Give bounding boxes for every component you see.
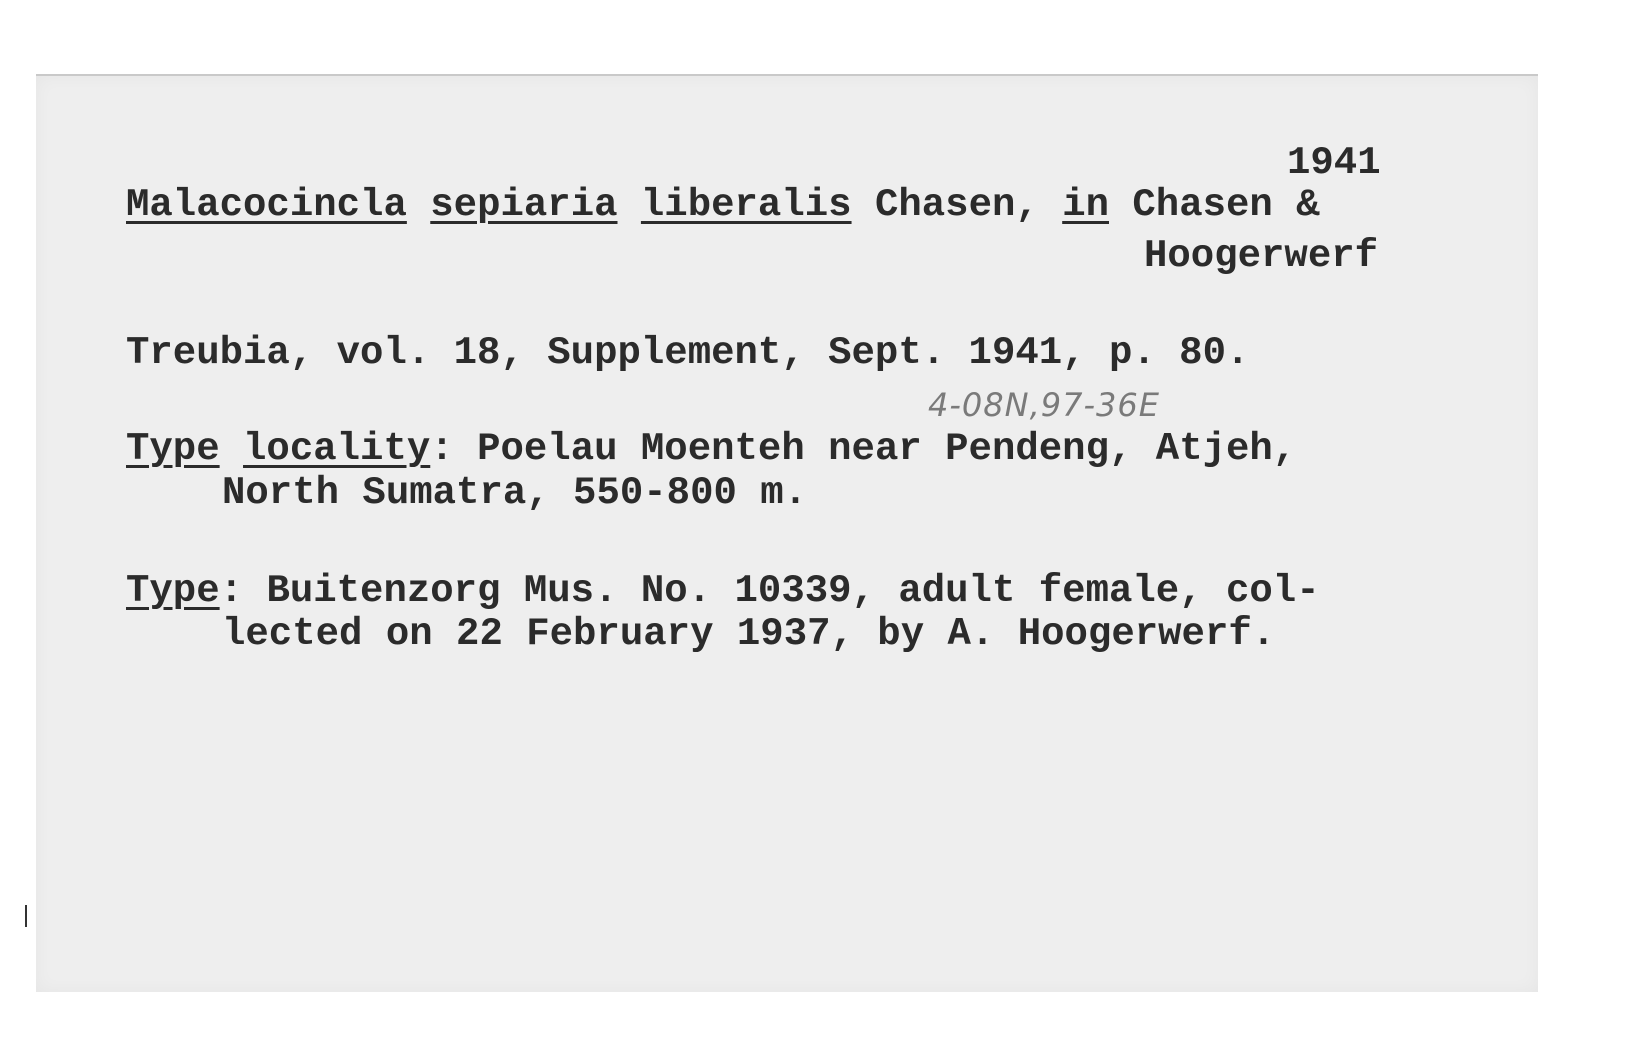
type-locality-place: Poelau Moenteh near Pendeng, Atjeh, bbox=[477, 427, 1297, 471]
co-authors-line-2: Hoogerwerf bbox=[1144, 234, 1379, 278]
genus-name: Malacocincla bbox=[126, 183, 407, 227]
in-word: in bbox=[1062, 183, 1109, 227]
type-specimen: Buitenzorg Mus. No. 10339, adult female, col- bbox=[266, 569, 1320, 613]
type-line-1 bbox=[126, 569, 1320, 613]
type-locality-label-locality: locality bbox=[243, 427, 431, 471]
type-colon: : bbox=[219, 569, 244, 613]
type-locality-line-1 bbox=[126, 427, 1297, 471]
scan-mark bbox=[25, 905, 27, 927]
co-authors-line-1: Chasen & bbox=[1132, 183, 1320, 227]
taxon-title bbox=[126, 183, 1320, 227]
type-line-2: lected on 22 February 1937, by A. Hoogerwerf. bbox=[222, 612, 1276, 656]
type-label: Type bbox=[126, 569, 220, 613]
species-name: sepiaria bbox=[430, 183, 618, 227]
type-locality-colon: : bbox=[430, 427, 454, 471]
type-locality-line-2: North Sumatra, 550-800 m. bbox=[222, 471, 808, 515]
type-locality-label-type: Type bbox=[126, 427, 220, 471]
author-name: Chasen, bbox=[874, 183, 1039, 227]
citation: Treubia, vol. 18, Supplement, Sept. 1941, p. 80. bbox=[126, 331, 1250, 375]
year-label: 1941 bbox=[1287, 141, 1381, 185]
subspecies-name: liberalis bbox=[640, 183, 852, 227]
handwritten-coordinates: 4-08N,97-36E bbox=[928, 386, 1160, 424]
